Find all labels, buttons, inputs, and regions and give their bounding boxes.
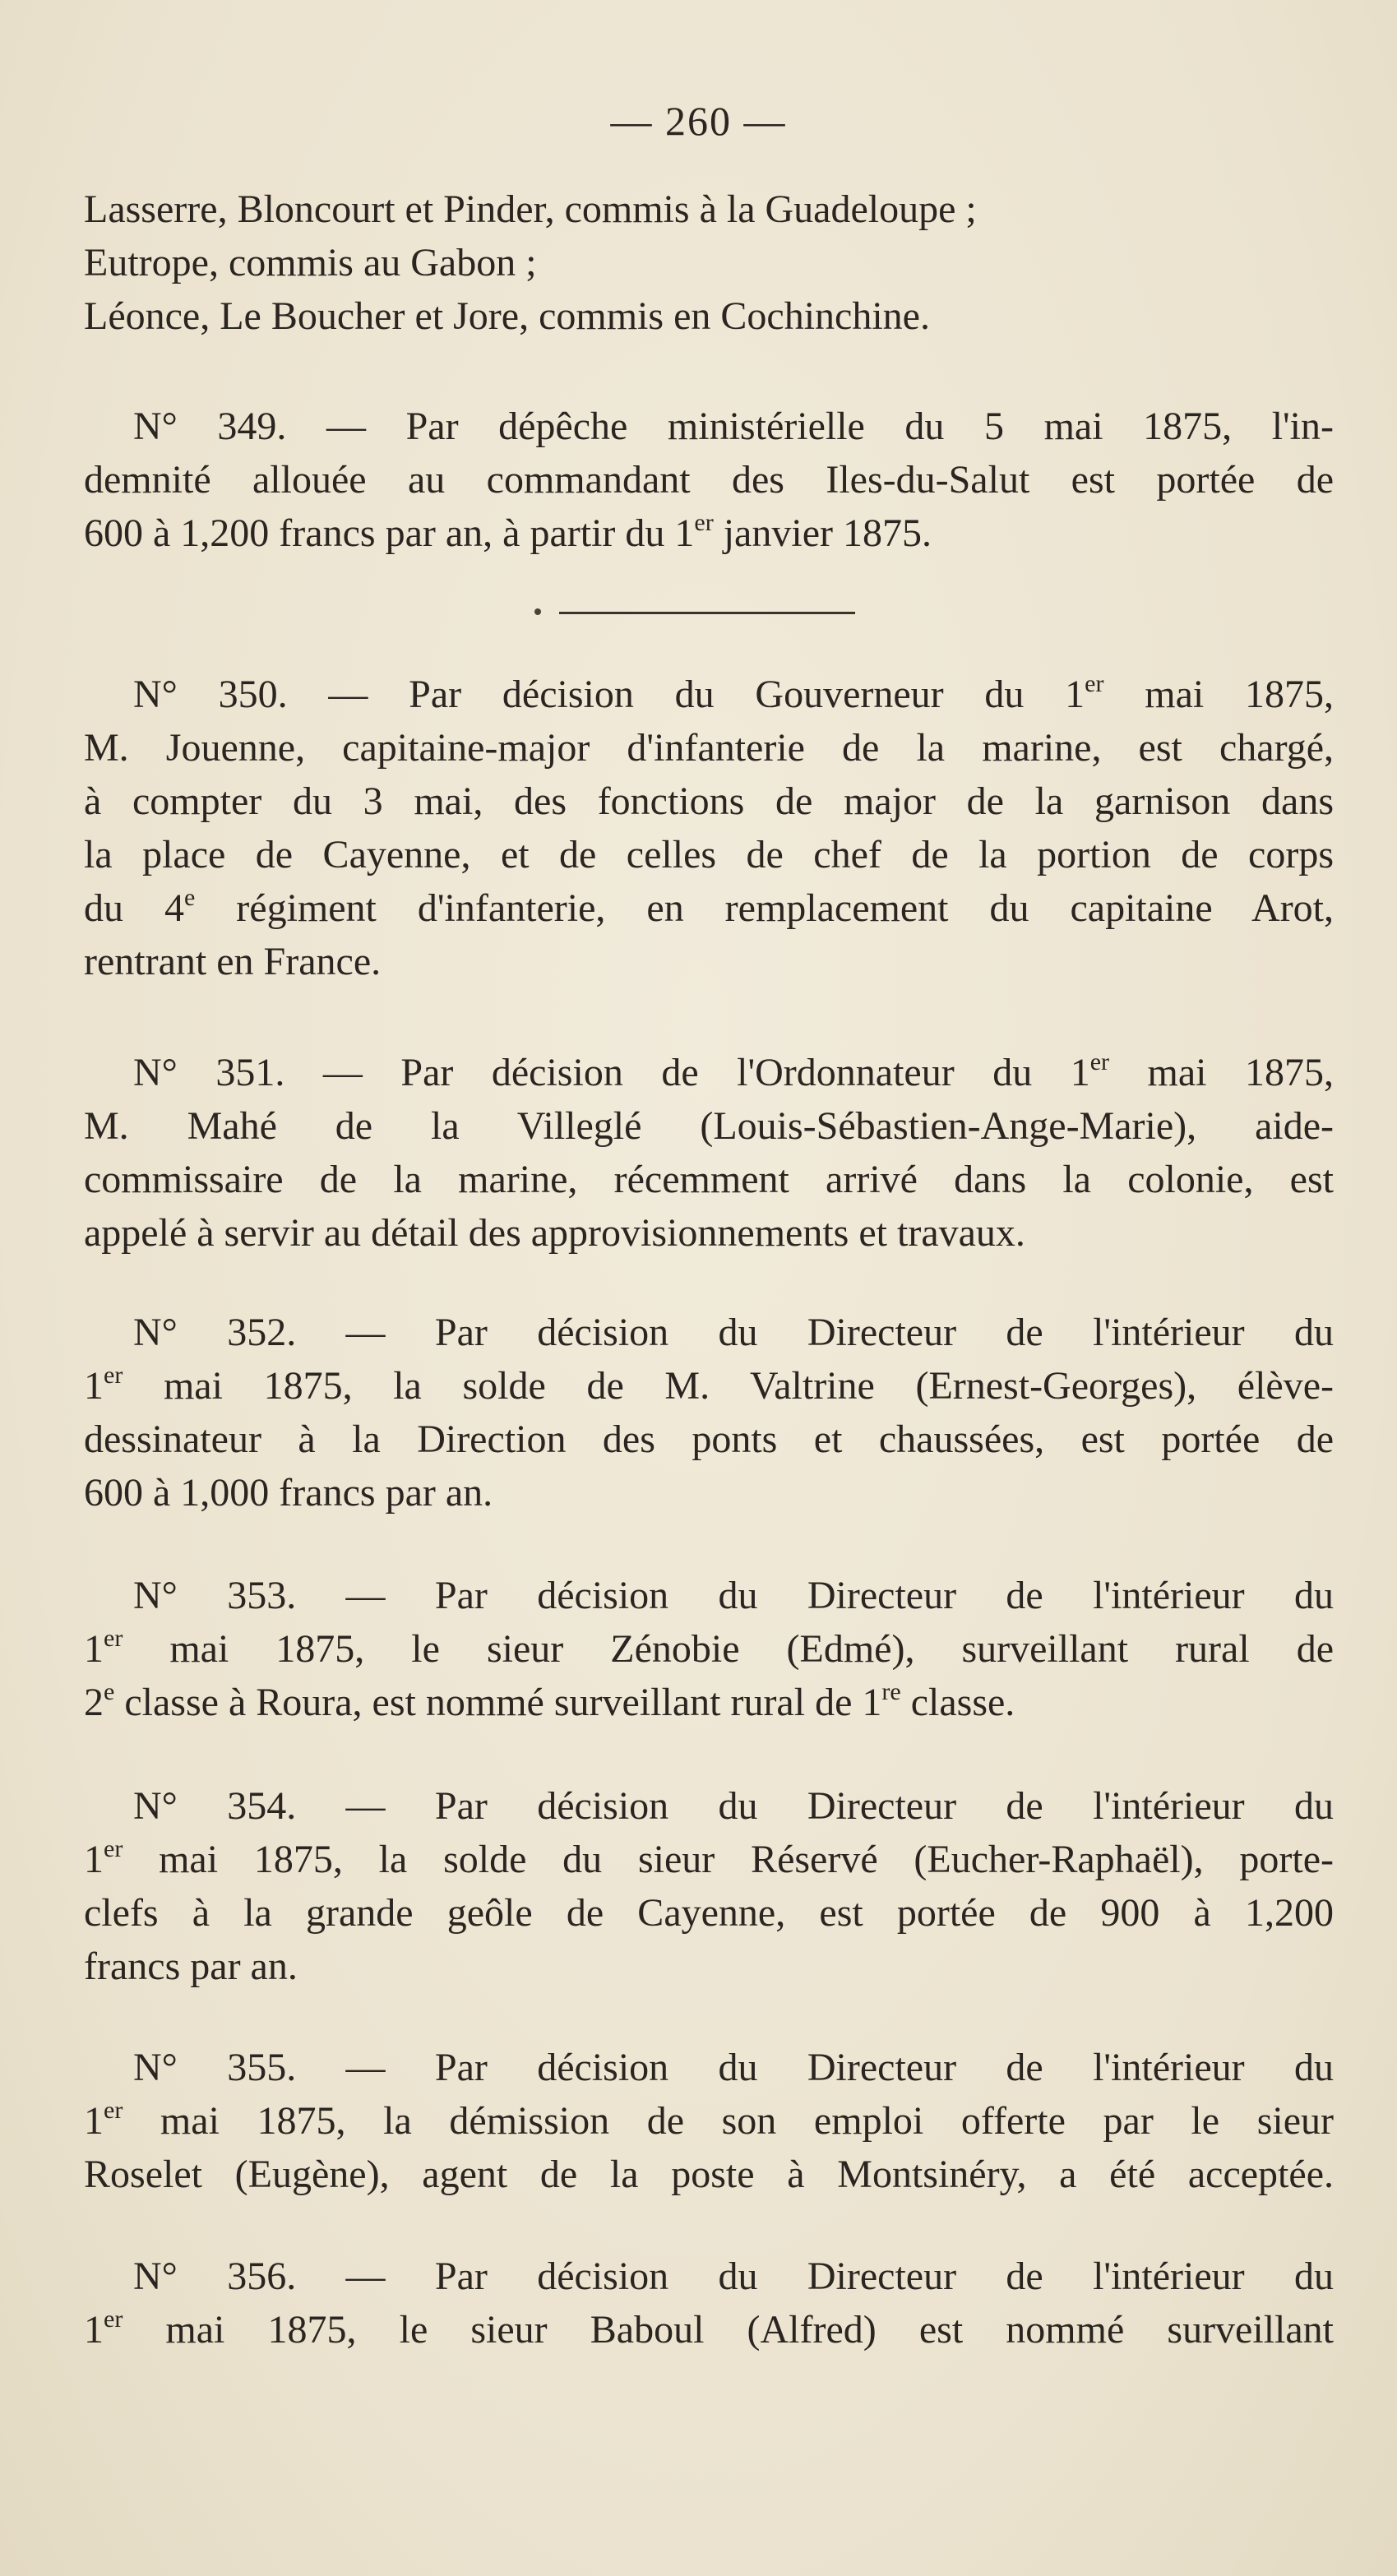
header-list (84, 183, 1334, 343)
divider-dot (534, 608, 541, 615)
header-line: Lasserre, Bloncourt et Pinder, commis à la Guadeloupe ; (84, 187, 977, 231)
entry-line: la place de Cayenne, et de celles de chef de la portion de corps (84, 833, 1334, 876)
entry-354 (84, 1779, 1334, 1993)
entry-line: N° 349. — Par dépêche ministérielle du 5 mai 1875, l'in- (133, 405, 1334, 448)
entry-350 (84, 668, 1334, 988)
header-line: Eutrope, commis au Gabon ; (84, 241, 537, 284)
entry-line: N° 355. — Par décision du Directeur de l'intérieur du (133, 2046, 1334, 2089)
entry-line: appelé à servir au détail des approvisionnements et travaux. (84, 1211, 1025, 1255)
entry-352 (84, 1306, 1334, 1519)
entry-line: commissaire de la marine, récemment arrivé dans la colonie, est (84, 1158, 1334, 1201)
page-number: — 260 — (610, 98, 787, 144)
entry-351 (84, 1046, 1334, 1260)
section-divider (559, 612, 855, 614)
header-line: Léonce, Le Boucher et Jore, commis en Cochinchine. (84, 294, 930, 338)
entry-line: N° 356. — Par décision du Directeur de l'intérieur du (133, 2255, 1334, 2298)
entry-356 (84, 2250, 1334, 2356)
entry-line: du 4e régiment d'infanterie, en remplacement du capitaine Arot, (84, 884, 1334, 930)
entry-line: 1er mai 1875, la solde du sieur Réservé (Eucher-Raphaël), porte- (84, 1835, 1334, 1881)
entry-line: clefs à la grande geôle de Cayenne, est portée de 900 à 1,200 (84, 1891, 1334, 1935)
entry-line: N° 354. — Par décision du Directeur de l'intérieur du (133, 1784, 1334, 1828)
entry-line: M. Mahé de la Villeglé (Louis-Sébastien-Ange-Marie), aide- (84, 1104, 1334, 1148)
entry-line: dessinateur à la Direction des ponts et chaussées, est portée de (84, 1417, 1334, 1461)
entry-line: 1er mai 1875, le sieur Baboul (Alfred) est nommé surveillant (84, 2305, 1334, 2352)
entry-line: Roselet (Eugène), agent de la poste à Montsinéry, a été acceptée. (84, 2153, 1334, 2196)
entry-line: 1er mai 1875, la démission de son emploi offerte par le sieur (84, 2097, 1334, 2143)
entry-355 (84, 2041, 1334, 2201)
entry-line: N° 353. — Par décision du Directeur de l'intérieur du (133, 1574, 1334, 1617)
entry-line: rentrant en France. (84, 940, 382, 983)
entry-line: 1er mai 1875, le sieur Zénobie (Edmé), surveillant rural de (84, 1625, 1334, 1671)
entry-line: N° 351. — Par décision de l'Ordonnateur du 1er mai 1875, (133, 1048, 1334, 1094)
entry-line: 2e classe à Roura, est nommé surveillant rural de 1re classe. (84, 1678, 1015, 1724)
entry-line: à compter du 3 mai, des fonctions de major de la garnison dans (84, 779, 1334, 823)
entry-line: N° 352. — Par décision du Directeur de l'intérieur du (133, 1311, 1334, 1354)
entry-353 (84, 1569, 1334, 1729)
entry-line: M. Jouenne, capitaine-major d'infanterie de la marine, est chargé, (84, 726, 1334, 770)
entry-line: N° 350. — Par décision du Gouverneur du 1er mai 1875, (133, 670, 1334, 716)
entry-line: demnité allouée au commandant des Iles-du-Salut est portée de (84, 458, 1334, 502)
entry-349 (84, 400, 1334, 560)
entry-line: 1er mai 1875, la solde de M. Valtrine (Ernest-Georges), élève- (84, 1362, 1334, 1408)
entry-line: 600 à 1,000 francs par an. (84, 1471, 493, 1515)
entry-line: francs par an. (84, 1945, 298, 1988)
entry-line: 600 à 1,200 francs par an, à partir du 1er janvier 1875. (84, 509, 932, 555)
